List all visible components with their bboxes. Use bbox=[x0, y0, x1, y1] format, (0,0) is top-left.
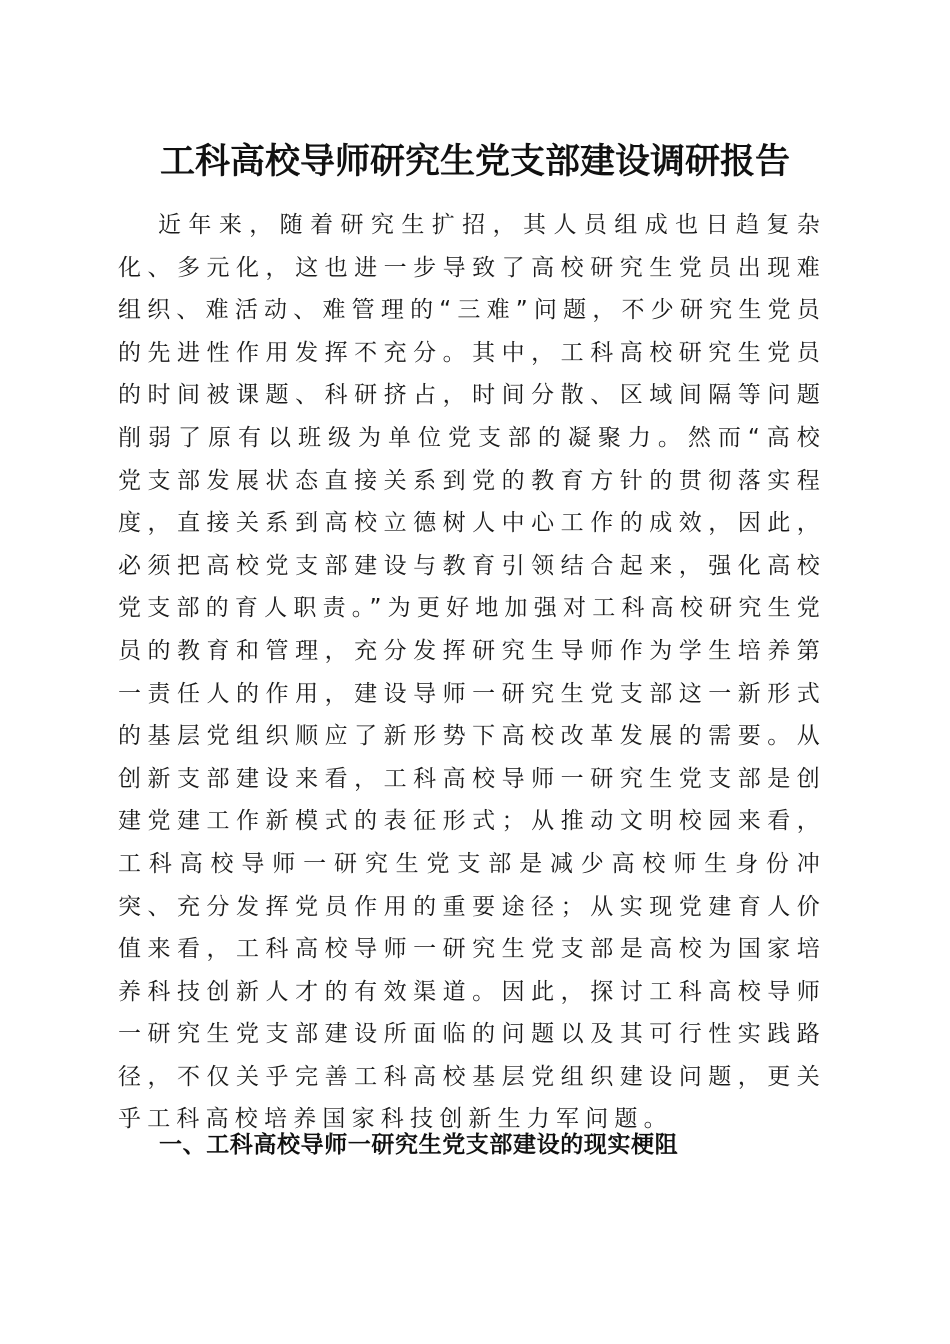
section-heading: 一、工科高校导师一研究生党支部建设的现实梗阻 bbox=[159, 1132, 679, 1158]
body-paragraph: 近年来，随着研究生扩招，其人员组成也日趋复杂化、多元化，这也进一步导致了高校研究生党员出现难组织、难活动、难管理的“三难”问题，不少研究生党员的先进性作用发挥不充分。其中，工科高校研究生党员的时间被课题、科研挤占，时间分散、区域间隔等问题削弱了原有以班级为单位党支部的凝聚力。然而“高校党支部发展状态直接关系到党的教育方针的贯彻落实程度，直接关系到高校立德树人中心工作的成效，因此，必须把高校党支部建设与教育引领结合起来，强化高校党支部的育人职责。”为更好地加强对工科高校研究生党员的教育和管理，充分发挥研究生导师作为学生培养第一责任人的作用，建设导师一研究生党支部这一新形式的基层党组织顺应了新形势下高校改革发展的需要。从创新支部建设来看，工科高校导师一研究生党支部是创建党建工作新模式的表征形式；从推动文明校园来看，工科高校导师一研究生党支部是减少高校师生身份冲突、充分发挥党员作用的重要途径；从实现党建育人价值来看，工科高校导师一研究生党支部是高校为国家培养科技创新人才的有效渠道。因此，探讨工科高校导师一研究生党支部建设所面临的问题以及其可行性实践路径，不仅关乎完善工科高校基层党组织建设问题，更关乎工科高校培养国家科技创新生力军问题。 bbox=[118, 212, 826, 1133]
document-title: 工科高校导师研究生党支部建设调研报告 bbox=[159, 141, 790, 182]
